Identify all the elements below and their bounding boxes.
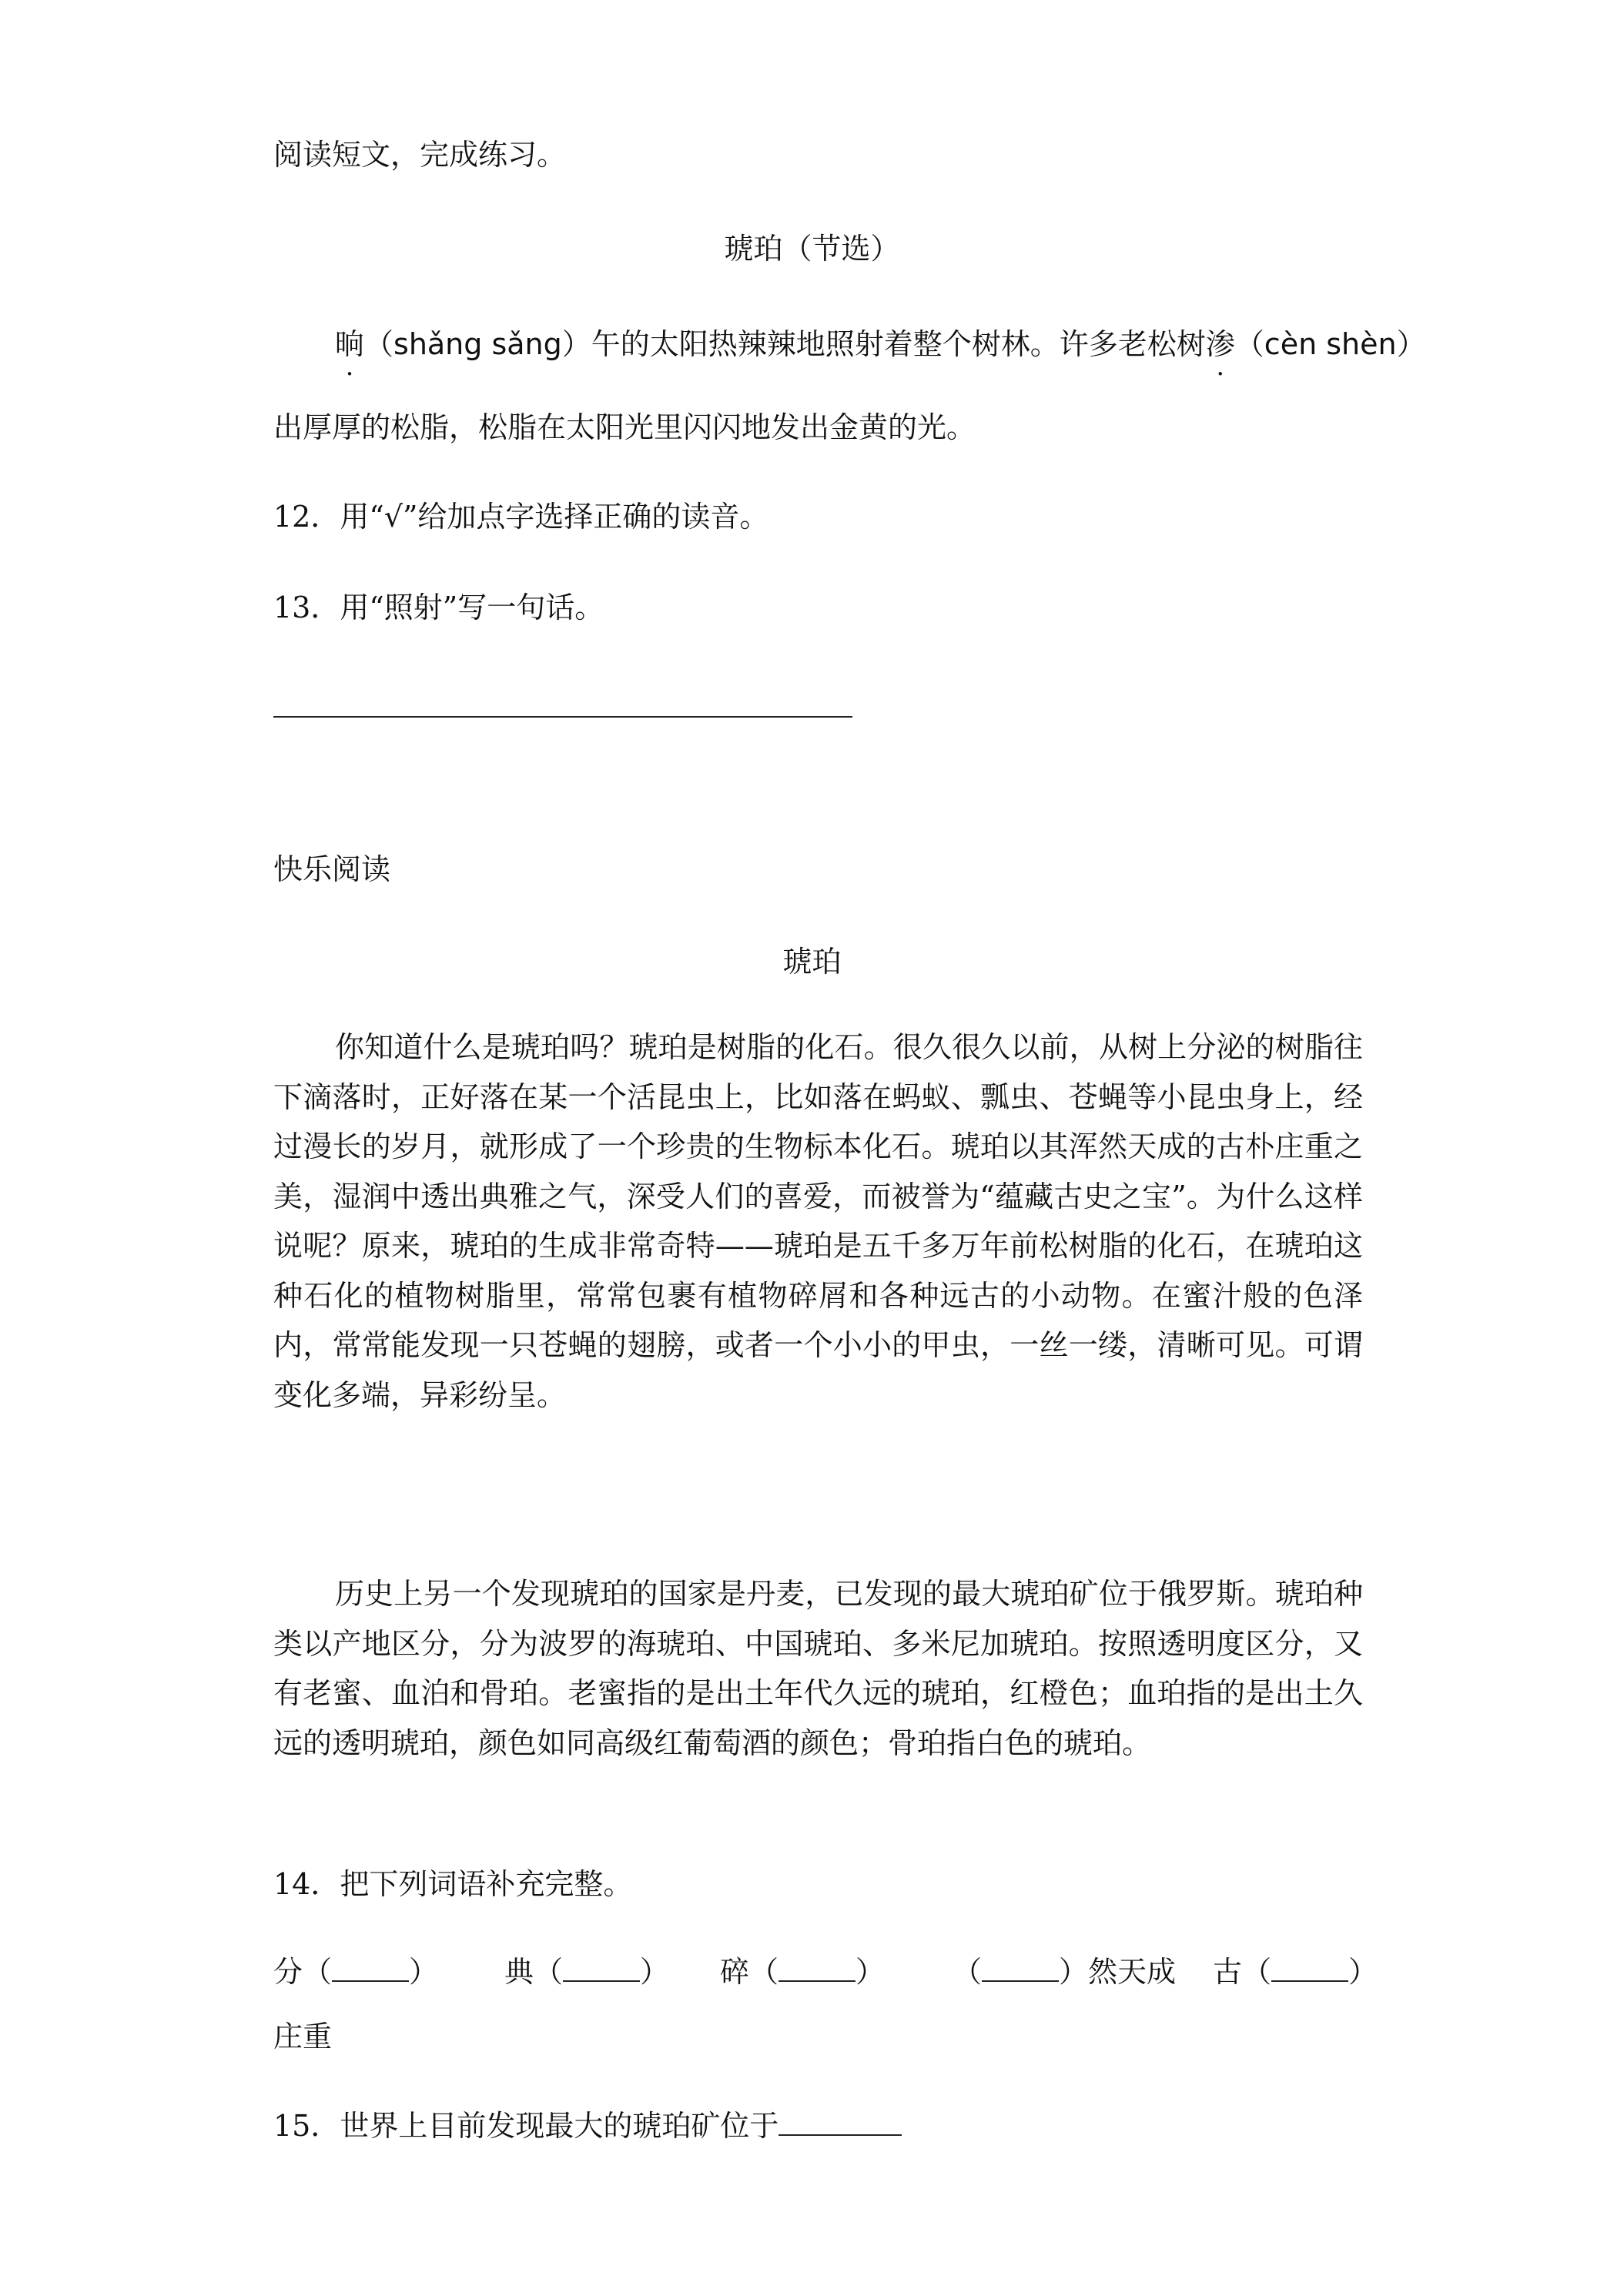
- question-15-text: 15．世界上目前发现最大的琥珀矿位于: [273, 2109, 779, 2143]
- passage-title: 琥珀（节选）: [724, 232, 900, 266]
- article-paragraph-1: [273, 1022, 1363, 1420]
- fill-word-1: [273, 1955, 439, 1989]
- fill-word-5-suffix: ）: [1348, 1955, 1378, 1989]
- article-title: 琥珀: [782, 945, 842, 979]
- answer-blank-15[interactable]: [779, 2111, 902, 2136]
- fill-word-5-continued: 庄重: [273, 2020, 333, 2053]
- fill-blank-5[interactable]: [1271, 1957, 1348, 1982]
- pinyin-options-1: （shǎng sǎng）: [364, 327, 591, 361]
- fill-blank-4[interactable]: [982, 1957, 1059, 1982]
- fill-word-4: [953, 1955, 1177, 1989]
- paragraph-1-text: 你知道什么是琥珀吗？琥珀是树脂的化石。很久很久以前，从树上分泌的树脂往下滴落时，正好落在某一个活昆虫上，比如落在蚂蚁、瓢虫、苍蝇等小昆虫身上，经过漫长的岁月，就形成了一个珍贵的生物标本化石。琥珀以其浑然天成的古朴庄重之美，湿润中透出典雅之气，深受人们的喜爱，而被誉为“蕴藏古史之宝”。为什么这样说呢？原来，琥珀的生成非常奇特——琥珀是五千多万年前松树脂的化石，在琥珀这种石化的植物树脂里，常常包裹有植物碎屑和各种远古的小动物。在蜜汁般的色泽内，常常能发现一只苍蝇的翅膀，或者一个小小的甲虫，一丝一缕，清晰可见。可谓变化多端，异彩纷呈。: [273, 1030, 1363, 1412]
- fill-word-4-suffix: ）然天成: [1059, 1955, 1177, 1989]
- question-14: 14．把下列词语补充完整。: [273, 1867, 633, 1901]
- fill-word-3-prefix: 碎（: [720, 1955, 779, 1989]
- fill-word-1-prefix: 分（: [273, 1955, 333, 1989]
- passage-line-1: [335, 327, 1426, 361]
- dotted-char-1: 晌: [335, 327, 365, 361]
- fill-blank-3[interactable]: [779, 1957, 856, 1982]
- fill-word-3: [720, 1955, 886, 1989]
- article-paragraph-2: [273, 1569, 1363, 1768]
- fill-word-5-prefix: 古（: [1213, 1955, 1272, 1989]
- fill-word-1-suffix: ）: [409, 1955, 439, 1989]
- passage-line-1-text: 午的太阳热辣辣地照射着整个树林。许多老松树: [591, 327, 1206, 361]
- fill-word-2: [504, 1955, 670, 1989]
- passage-line-2: 出厚厚的松脂，松脂在太阳光里闪闪地发出金黄的光。: [273, 410, 976, 444]
- question-15: [273, 2109, 902, 2143]
- question-12: 12．用“√”给加点字选择正确的读音。: [273, 500, 769, 534]
- instruction-text: 阅读短文，完成练习。: [273, 138, 567, 172]
- pinyin-options-2: （cèn shèn）: [1234, 327, 1426, 361]
- fill-word-2-suffix: ）: [640, 1955, 670, 1989]
- fill-word-4-prefix: （: [953, 1955, 983, 1989]
- fill-blank-2[interactable]: [563, 1957, 640, 1982]
- section-heading: 快乐阅读: [273, 852, 391, 886]
- dotted-char-2: 渗: [1205, 327, 1235, 361]
- paragraph-2-text: 历史上另一个发现琥珀的国家是丹麦，已发现的最大琥珀矿位于俄罗斯。琥珀种类以产地区分，分为波罗的海琥珀、中国琥珀、多米尼加琥珀。按照透明度区分，又有老蜜、血泊和骨珀。老蜜指的是出土年代久远的琥珀，红橙色；血珀指的是出土久远的透明琥珀，颜色如同高级红葡萄酒的颜色；骨珀指白色的琥珀。: [273, 1577, 1363, 1760]
- answer-line-13[interactable]: [273, 716, 852, 718]
- question-13: 13．用“照射”写一句话。: [273, 591, 604, 624]
- fill-word-2-prefix: 典（: [504, 1955, 564, 1989]
- fill-blank-1[interactable]: [332, 1957, 409, 1982]
- fill-word-5: [1213, 1955, 1378, 1989]
- fill-word-3-suffix: ）: [856, 1955, 886, 1989]
